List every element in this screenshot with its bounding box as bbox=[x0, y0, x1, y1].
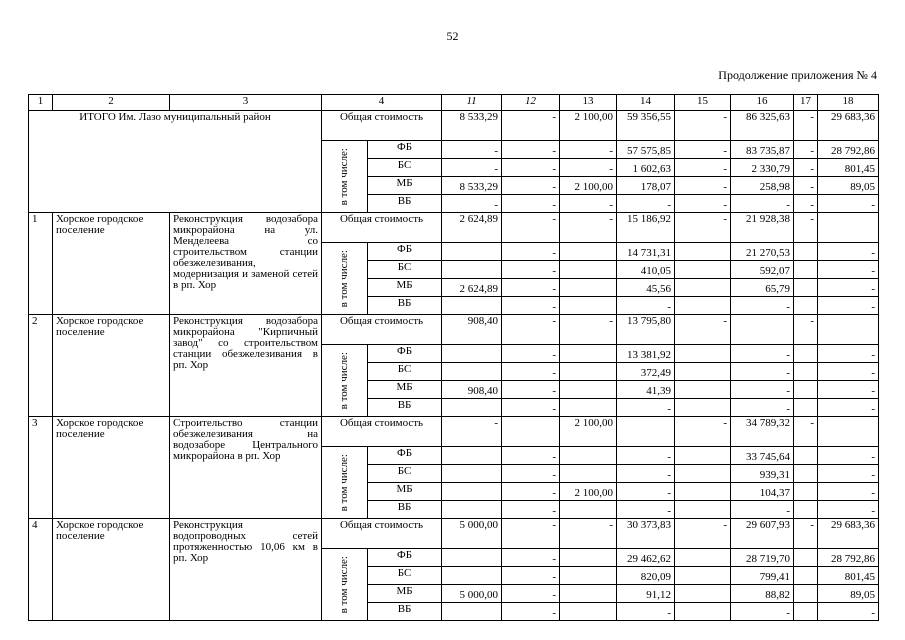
item-value: - bbox=[675, 315, 731, 345]
item-value: - bbox=[502, 483, 560, 501]
item-value bbox=[442, 297, 502, 315]
total-value: - bbox=[502, 159, 560, 177]
item-value: - bbox=[818, 447, 879, 465]
continuation-caption: Продолжение приложения № 4 bbox=[718, 68, 877, 82]
total-value: 8 533,29 bbox=[442, 111, 502, 141]
total-value: - bbox=[794, 141, 818, 159]
total-value: 29 683,36 bbox=[818, 111, 879, 141]
item-value bbox=[675, 465, 731, 483]
item-value: - bbox=[502, 261, 560, 279]
item-row bbox=[29, 213, 879, 243]
item-value: 2 624,89 bbox=[442, 213, 502, 243]
item-value: 5 000,00 bbox=[442, 585, 502, 603]
item-value bbox=[675, 603, 731, 621]
item-value: - bbox=[502, 519, 560, 549]
item-value: - bbox=[818, 345, 879, 363]
funding-source-bs: БС bbox=[368, 567, 442, 585]
item-value: - bbox=[502, 243, 560, 261]
item-value: 5 000,00 bbox=[442, 519, 502, 549]
item-value: 65,79 bbox=[731, 279, 794, 297]
item-value: - bbox=[502, 585, 560, 603]
item-value: 28 792,86 bbox=[818, 549, 879, 567]
item-value: - bbox=[560, 315, 617, 345]
item-value: 30 373,83 bbox=[617, 519, 675, 549]
item-value: - bbox=[818, 381, 879, 399]
item-value bbox=[560, 447, 617, 465]
item-value: 799,41 bbox=[731, 567, 794, 585]
item-value bbox=[794, 243, 818, 261]
header-col-12: 12 bbox=[502, 95, 560, 111]
item-value bbox=[794, 381, 818, 399]
total-value: - bbox=[617, 195, 675, 213]
including-label-cell bbox=[322, 345, 368, 417]
funding-source-vb: ВБ bbox=[368, 501, 442, 519]
item-value bbox=[794, 567, 818, 585]
item-value bbox=[442, 549, 502, 567]
total-value: - bbox=[560, 141, 617, 159]
item-value: - bbox=[502, 213, 560, 243]
funding-source-vb: ВБ bbox=[368, 297, 442, 315]
item-value: 592,07 bbox=[731, 261, 794, 279]
item-value bbox=[560, 279, 617, 297]
page-number: 52 bbox=[446, 29, 459, 43]
item-value: 14 731,31 bbox=[617, 243, 675, 261]
including-label-cell bbox=[322, 549, 368, 621]
including-label: в том числе: bbox=[338, 453, 350, 511]
item-value: 939,31 bbox=[731, 465, 794, 483]
item-value bbox=[675, 501, 731, 519]
item-value: - bbox=[502, 297, 560, 315]
item-value: - bbox=[818, 465, 879, 483]
funding-source-fb: ФБ bbox=[368, 549, 442, 567]
project-description: Реконструкция водозабора микрорайона "Кирпичный завод" со строительством станции обезжелезивания в рп. Хор bbox=[170, 315, 322, 417]
item-value bbox=[560, 243, 617, 261]
item-value bbox=[794, 465, 818, 483]
total-cost-label: Общая стоимость bbox=[322, 315, 442, 345]
item-value bbox=[617, 417, 675, 447]
item-value: - bbox=[502, 381, 560, 399]
item-value bbox=[560, 501, 617, 519]
item-value bbox=[560, 363, 617, 381]
item-value: - bbox=[731, 399, 794, 417]
total-row bbox=[29, 111, 879, 141]
item-value bbox=[442, 363, 502, 381]
item-value: 91,12 bbox=[617, 585, 675, 603]
total-value: 2 100,00 bbox=[560, 111, 617, 141]
item-value bbox=[560, 465, 617, 483]
total-value: - bbox=[675, 177, 731, 195]
total-value: - bbox=[794, 159, 818, 177]
total-value: - bbox=[560, 159, 617, 177]
item-row bbox=[29, 519, 879, 549]
funding-source-mb: МБ bbox=[368, 585, 442, 603]
municipality-name: Хорское городское поселение bbox=[53, 519, 170, 621]
item-value bbox=[794, 297, 818, 315]
including-label: в том числе: bbox=[338, 249, 350, 307]
item-value bbox=[675, 399, 731, 417]
item-value bbox=[794, 345, 818, 363]
item-value bbox=[675, 345, 731, 363]
total-value: - bbox=[502, 177, 560, 195]
funding-source-bs: БС bbox=[368, 159, 442, 177]
item-value: 29 607,93 bbox=[731, 519, 794, 549]
item-value bbox=[442, 243, 502, 261]
total-value: - bbox=[794, 111, 818, 141]
item-value: - bbox=[818, 483, 879, 501]
item-value bbox=[442, 567, 502, 585]
header-col-11: 11 bbox=[442, 95, 502, 111]
item-value: 29 462,62 bbox=[617, 549, 675, 567]
item-value: - bbox=[502, 363, 560, 381]
header-col-2: 2 bbox=[53, 95, 170, 111]
item-value: - bbox=[818, 603, 879, 621]
item-value: - bbox=[731, 345, 794, 363]
item-number: 1 bbox=[29, 213, 53, 315]
item-value: - bbox=[794, 519, 818, 549]
total-value: - bbox=[675, 141, 731, 159]
item-value: 15 186,92 bbox=[617, 213, 675, 243]
header-col-4: 4 bbox=[322, 95, 442, 111]
item-value bbox=[675, 585, 731, 603]
item-value: 13 795,80 bbox=[617, 315, 675, 345]
item-value: - bbox=[731, 381, 794, 399]
item-value: - bbox=[675, 519, 731, 549]
total-value: - bbox=[442, 195, 502, 213]
total-cost-label: Общая стоимость bbox=[322, 213, 442, 243]
item-value bbox=[560, 345, 617, 363]
item-value bbox=[794, 279, 818, 297]
total-value: 2 330,79 bbox=[731, 159, 794, 177]
item-value: - bbox=[818, 297, 879, 315]
item-value: - bbox=[794, 315, 818, 345]
header-col-14: 14 bbox=[617, 95, 675, 111]
including-label: в том числе: bbox=[338, 147, 350, 205]
total-value: - bbox=[502, 195, 560, 213]
item-value bbox=[560, 567, 617, 585]
total-value: 57 575,85 bbox=[617, 141, 675, 159]
total-value: 59 356,55 bbox=[617, 111, 675, 141]
item-value: - bbox=[617, 465, 675, 483]
item-number: 3 bbox=[29, 417, 53, 519]
item-value bbox=[502, 417, 560, 447]
item-value bbox=[794, 363, 818, 381]
total-cost-label: Общая стоимость bbox=[322, 111, 442, 141]
item-value bbox=[731, 315, 794, 345]
item-value: - bbox=[617, 501, 675, 519]
item-value: - bbox=[818, 363, 879, 381]
item-row bbox=[29, 417, 879, 447]
project-description: Реконструкция водозабора микрорайона на ул. Менделеева со строительством станции обезжелезивания, модернизация и заменой сетей в рп. Хор bbox=[170, 213, 322, 315]
item-value: 89,05 bbox=[818, 585, 879, 603]
total-value: - bbox=[502, 141, 560, 159]
item-value: 13 381,92 bbox=[617, 345, 675, 363]
funding-source-fb: ФБ bbox=[368, 345, 442, 363]
item-value: - bbox=[502, 315, 560, 345]
total-value: 83 735,87 bbox=[731, 141, 794, 159]
header-col-17: 17 bbox=[794, 95, 818, 111]
total-value: 1 602,63 bbox=[617, 159, 675, 177]
item-value: 2 100,00 bbox=[560, 483, 617, 501]
item-value bbox=[560, 585, 617, 603]
item-value: 2 100,00 bbox=[560, 417, 617, 447]
item-value bbox=[675, 381, 731, 399]
header-col-13: 13 bbox=[560, 95, 617, 111]
item-value: 801,45 bbox=[818, 567, 879, 585]
item-value bbox=[442, 465, 502, 483]
total-value: 8 533,29 bbox=[442, 177, 502, 195]
including-label: в том числе: bbox=[338, 555, 350, 613]
funding-source-fb: ФБ bbox=[368, 141, 442, 159]
item-value: - bbox=[818, 261, 879, 279]
project-description: Строительство станции обезжелезивания на водозаборе Центрального микрорайона в рп. Хор bbox=[170, 417, 322, 519]
municipality-name: Хорское городское поселение bbox=[53, 213, 170, 315]
item-value: 28 719,70 bbox=[731, 549, 794, 567]
item-value: 41,39 bbox=[617, 381, 675, 399]
item-value: - bbox=[560, 519, 617, 549]
item-value bbox=[675, 279, 731, 297]
item-value: - bbox=[617, 399, 675, 417]
item-value: 372,49 bbox=[617, 363, 675, 381]
including-label-cell bbox=[322, 243, 368, 315]
header-col-15: 15 bbox=[675, 95, 731, 111]
item-value bbox=[560, 381, 617, 399]
item-value: 908,40 bbox=[442, 381, 502, 399]
item-value bbox=[794, 261, 818, 279]
item-value: 820,09 bbox=[617, 567, 675, 585]
including-label: в том числе: bbox=[338, 351, 350, 409]
item-value: - bbox=[818, 501, 879, 519]
item-row bbox=[29, 315, 879, 345]
total-value: 801,45 bbox=[818, 159, 879, 177]
item-value bbox=[442, 603, 502, 621]
funding-source-mb: МБ bbox=[368, 483, 442, 501]
item-value: 410,05 bbox=[617, 261, 675, 279]
item-value bbox=[794, 399, 818, 417]
item-value: - bbox=[502, 549, 560, 567]
item-value bbox=[794, 447, 818, 465]
total-value: - bbox=[675, 195, 731, 213]
item-value bbox=[560, 399, 617, 417]
item-value: - bbox=[794, 417, 818, 447]
item-value bbox=[560, 261, 617, 279]
item-value: - bbox=[617, 483, 675, 501]
total-value: 28 792,86 bbox=[818, 141, 879, 159]
item-value: 34 789,32 bbox=[731, 417, 794, 447]
funding-source-vb: ВБ bbox=[368, 195, 442, 213]
funding-source-mb: МБ bbox=[368, 279, 442, 297]
item-number: 2 bbox=[29, 315, 53, 417]
total-value: - bbox=[818, 195, 879, 213]
item-value: 45,56 bbox=[617, 279, 675, 297]
item-value: - bbox=[818, 279, 879, 297]
item-value: - bbox=[502, 447, 560, 465]
item-value: - bbox=[731, 363, 794, 381]
item-value bbox=[794, 549, 818, 567]
item-value bbox=[442, 399, 502, 417]
appendix-table bbox=[28, 94, 879, 621]
item-value: - bbox=[675, 213, 731, 243]
item-value: 908,40 bbox=[442, 315, 502, 345]
item-number: 4 bbox=[29, 519, 53, 621]
item-value: - bbox=[675, 417, 731, 447]
item-value: - bbox=[617, 297, 675, 315]
funding-source-bs: БС bbox=[368, 465, 442, 483]
funding-source-mb: МБ bbox=[368, 177, 442, 195]
total-value: - bbox=[502, 111, 560, 141]
item-value: - bbox=[617, 603, 675, 621]
item-value: 29 683,36 bbox=[818, 519, 879, 549]
total-cost-label: Общая стоимость bbox=[322, 417, 442, 447]
total-value: - bbox=[794, 195, 818, 213]
item-value bbox=[818, 417, 879, 447]
total-value: - bbox=[731, 195, 794, 213]
total-value: - bbox=[675, 111, 731, 141]
item-value: - bbox=[502, 501, 560, 519]
item-value: 21 928,38 bbox=[731, 213, 794, 243]
including-label-cell bbox=[322, 141, 368, 213]
item-value bbox=[560, 297, 617, 315]
header-col-3: 3 bbox=[170, 95, 322, 111]
item-value: - bbox=[731, 297, 794, 315]
funding-source-bs: БС bbox=[368, 363, 442, 381]
project-description: Реконструкция водопроводных сетей протяженностью 10,06 км в рп. Хор bbox=[170, 519, 322, 621]
funding-source-vb: ВБ bbox=[368, 399, 442, 417]
item-value bbox=[818, 315, 879, 345]
item-value: - bbox=[731, 603, 794, 621]
item-value: - bbox=[818, 243, 879, 261]
item-value bbox=[442, 447, 502, 465]
item-value: - bbox=[502, 603, 560, 621]
item-value: 21 270,53 bbox=[731, 243, 794, 261]
total-value: 86 325,63 bbox=[731, 111, 794, 141]
item-value bbox=[560, 549, 617, 567]
item-value bbox=[560, 603, 617, 621]
item-value: - bbox=[502, 345, 560, 363]
total-value: - bbox=[560, 195, 617, 213]
total-value: - bbox=[442, 141, 502, 159]
total-value: 178,07 bbox=[617, 177, 675, 195]
total-value: 258,98 bbox=[731, 177, 794, 195]
total-value: - bbox=[675, 159, 731, 177]
item-value bbox=[675, 447, 731, 465]
item-value: 2 624,89 bbox=[442, 279, 502, 297]
item-value bbox=[442, 261, 502, 279]
item-value: - bbox=[442, 417, 502, 447]
funding-source-mb: МБ bbox=[368, 381, 442, 399]
item-value bbox=[794, 483, 818, 501]
total-value: - bbox=[442, 159, 502, 177]
item-value bbox=[675, 567, 731, 585]
item-value bbox=[675, 549, 731, 567]
municipality-name: Хорское городское поселение bbox=[53, 417, 170, 519]
item-value bbox=[818, 213, 879, 243]
item-value: 104,37 bbox=[731, 483, 794, 501]
item-value bbox=[675, 297, 731, 315]
item-value: - bbox=[560, 213, 617, 243]
item-value bbox=[675, 261, 731, 279]
item-value: - bbox=[502, 279, 560, 297]
funding-source-vb: ВБ bbox=[368, 603, 442, 621]
funding-source-bs: БС bbox=[368, 261, 442, 279]
item-value: - bbox=[502, 465, 560, 483]
item-value bbox=[794, 585, 818, 603]
municipality-name: Хорское городское поселение bbox=[53, 315, 170, 417]
item-value bbox=[442, 483, 502, 501]
header-col-1: 1 bbox=[29, 95, 53, 111]
funding-source-fb: ФБ bbox=[368, 243, 442, 261]
item-value: - bbox=[617, 447, 675, 465]
header-col-16: 16 bbox=[731, 95, 794, 111]
item-value bbox=[794, 603, 818, 621]
total-value: 89,05 bbox=[818, 177, 879, 195]
total-title: ИТОГО Им. Лазо муниципальный район bbox=[29, 111, 322, 213]
item-value bbox=[675, 483, 731, 501]
total-cost-label: Общая стоимость bbox=[322, 519, 442, 549]
item-value: - bbox=[502, 567, 560, 585]
item-value: - bbox=[818, 399, 879, 417]
total-value: 2 100,00 bbox=[560, 177, 617, 195]
total-value: - bbox=[794, 177, 818, 195]
item-value: - bbox=[794, 213, 818, 243]
item-value bbox=[442, 501, 502, 519]
header-col-18: 18 bbox=[818, 95, 879, 111]
item-value bbox=[442, 345, 502, 363]
header-row bbox=[29, 95, 879, 111]
item-value bbox=[794, 501, 818, 519]
item-value bbox=[675, 363, 731, 381]
item-value: - bbox=[502, 399, 560, 417]
funding-source-fb: ФБ bbox=[368, 447, 442, 465]
item-value: - bbox=[731, 501, 794, 519]
item-value bbox=[675, 243, 731, 261]
including-label-cell bbox=[322, 447, 368, 519]
item-value: 33 745,64 bbox=[731, 447, 794, 465]
item-value: 88,82 bbox=[731, 585, 794, 603]
